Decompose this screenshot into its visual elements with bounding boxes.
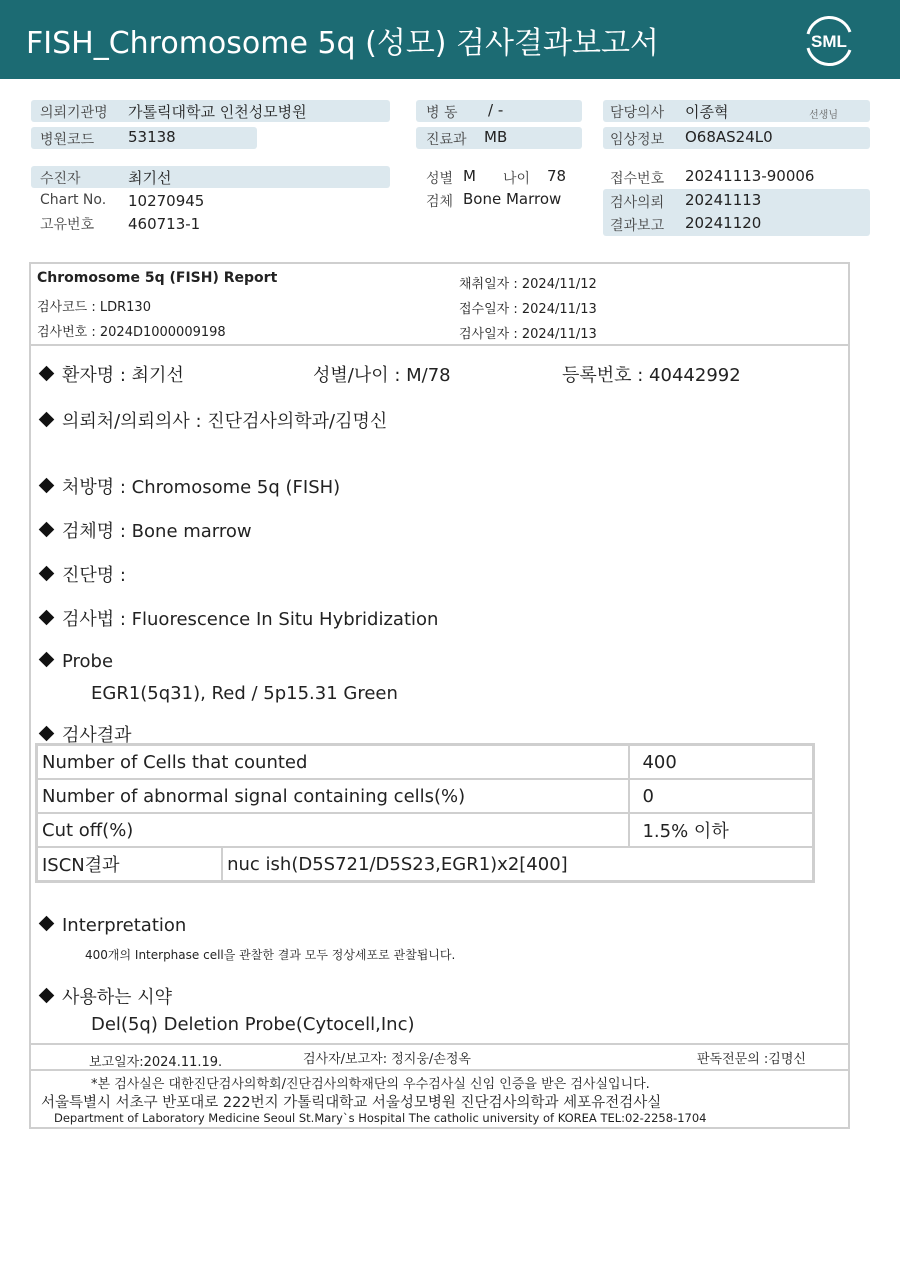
table-row	[37, 813, 814, 847]
registration-number: 등록번호 : 40442992	[562, 365, 741, 386]
reagent-value: Del(5q) Deletion Probe(Cytocell,Inc)	[91, 1014, 415, 1035]
table-row	[37, 847, 814, 882]
diamond-bullet-icon	[39, 366, 55, 382]
certification-note: *본 검사실은 대한진단검사의학회/진단검사의학재단의 우수검사실 신임 인증을 받은 검사실입니다.	[91, 1077, 650, 1092]
diamond-bullet-icon	[39, 522, 55, 538]
cutoff-label: Cut off(%)	[37, 813, 630, 847]
age-label: 나이	[503, 171, 531, 187]
report-date-label: 결과보고	[610, 218, 665, 234]
request-date-label: 검사의뢰	[610, 195, 665, 211]
reagent-title: 사용하는 시약	[37, 983, 172, 1009]
reception-no-value: 20241113-90006	[685, 167, 815, 185]
iscn-value: nuc ish(D5S721/D5S23,EGR1)x2[400]	[222, 847, 813, 882]
department-label: 진료과	[426, 132, 467, 148]
prescription-line: 처방명 : Chromosome 5q (FISH)	[37, 473, 340, 499]
divider	[31, 344, 849, 346]
interpretation-title: Interpretation	[37, 915, 186, 936]
diamond-bullet-icon	[39, 566, 55, 582]
request-date-value: 20241113	[685, 191, 762, 209]
chart-no-label: Chart No.	[40, 192, 107, 208]
table-row	[37, 745, 814, 780]
patient-name-line: 환자명 : 최기선	[37, 361, 184, 387]
exam-date: 검사일자 : 2024/11/13	[459, 327, 597, 342]
sex-value: M	[463, 167, 476, 185]
diamond-bullet-icon	[39, 726, 55, 742]
specimen-name-line: 검체명 : Bone marrow	[37, 517, 252, 543]
institution-label: 의뢰기관명	[40, 105, 108, 121]
ward-label: 병 동	[426, 105, 458, 121]
probe-value: EGR1(5q31), Red / 5p15.31 Green	[91, 683, 398, 704]
department-value: MB	[484, 128, 508, 146]
examiner: 검사자/보고자: 정지웅/손정옥	[303, 1052, 471, 1067]
age-value: 78	[547, 167, 567, 185]
diamond-bullet-icon	[39, 988, 55, 1004]
doctor-label: 담당의사	[610, 105, 665, 121]
sex-age-line: 성별/나이 : M/78	[313, 365, 451, 386]
specimen-label: 검체	[426, 194, 454, 210]
sml-logo	[800, 12, 858, 68]
lab-address: 서울특별시 서초구 반포대로 222번지 가톨릭대학교 서울성모병원 진단검사의학과 세포유전검사실	[41, 1095, 662, 1111]
logo-text: SML	[811, 32, 847, 51]
test-number: 검사번호 : 2024D1000009198	[37, 325, 226, 340]
ward-value: / -	[488, 101, 504, 119]
patient-label: 수진자	[40, 171, 81, 187]
unique-no-label: 고유번호	[40, 217, 95, 233]
divider	[31, 1043, 849, 1045]
diagnosis-line: 진단명 :	[37, 561, 126, 587]
result-title: 검사결과	[37, 721, 132, 747]
diamond-bullet-icon	[39, 478, 55, 494]
interpretation-text: 400개의 Interphase cell을 관찰한 결과 모두 정상세포로 관찰됩니다.	[85, 948, 456, 962]
unique-no-value: 460713-1	[128, 215, 201, 233]
iscn-label: ISCN결과	[37, 847, 223, 882]
chart-no-value: 10270945	[128, 192, 205, 210]
specimen-value: Bone Marrow	[463, 190, 562, 208]
reader: 판독전문의 :김명신	[697, 1052, 806, 1067]
abnormal-cells-label: Number of abnormal signal containing cells(%)	[37, 779, 630, 813]
hospital-code-label: 병원코드	[40, 132, 95, 148]
report-day: 보고일자:2024.11.19.	[89, 1055, 223, 1070]
sex-label: 성별	[426, 171, 454, 187]
report-title: Chromosome 5q (FISH) Report	[37, 270, 278, 286]
institution-value: 가톨릭대학교 인천성모병원	[128, 103, 307, 121]
report-date-value: 20241120	[685, 214, 762, 232]
test-code: 검사코드 : LDR130	[37, 300, 151, 315]
diamond-bullet-icon	[39, 412, 55, 428]
table-row	[37, 779, 814, 813]
collect-date: 채취일자 : 2024/11/12	[459, 277, 597, 292]
doctor-suffix: 선생님	[809, 110, 838, 121]
diamond-bullet-icon	[39, 916, 55, 932]
clinical-info-value: O68AS24L0	[685, 128, 773, 146]
cutoff-value: 1.5% 이하	[629, 813, 813, 847]
abnormal-cells-value: 0	[629, 779, 813, 813]
reception-no-label: 접수번호	[610, 171, 665, 187]
requester-line: 의뢰처/의뢰의사 : 진단검사의학과/김명신	[37, 407, 387, 433]
cells-counted-label: Number of Cells that counted	[37, 745, 630, 780]
hospital-code-value: 53138	[128, 128, 176, 146]
cells-counted-value: 400	[629, 745, 813, 780]
department-english: Department of Laboratory Medicine Seoul St.Mary`s Hospital The catholic university of KOREA TEL:02-2258-1704	[54, 1111, 707, 1125]
method-line: 검사법 : Fluorescence In Situ Hybridization	[37, 605, 438, 631]
clinical-info-label: 임상정보	[610, 132, 665, 148]
diamond-bullet-icon	[39, 652, 55, 668]
patient-row	[31, 166, 390, 188]
result-table	[35, 743, 815, 883]
diamond-bullet-icon	[39, 610, 55, 626]
probe-title: Probe	[37, 651, 113, 672]
doctor-value: 이종혁	[685, 103, 729, 121]
patient-value: 최기선	[128, 169, 172, 187]
page-title: FISH_Chromosome 5q (성모) 검사결과보고서	[26, 26, 659, 61]
receive-date: 접수일자 : 2024/11/13	[459, 302, 597, 317]
